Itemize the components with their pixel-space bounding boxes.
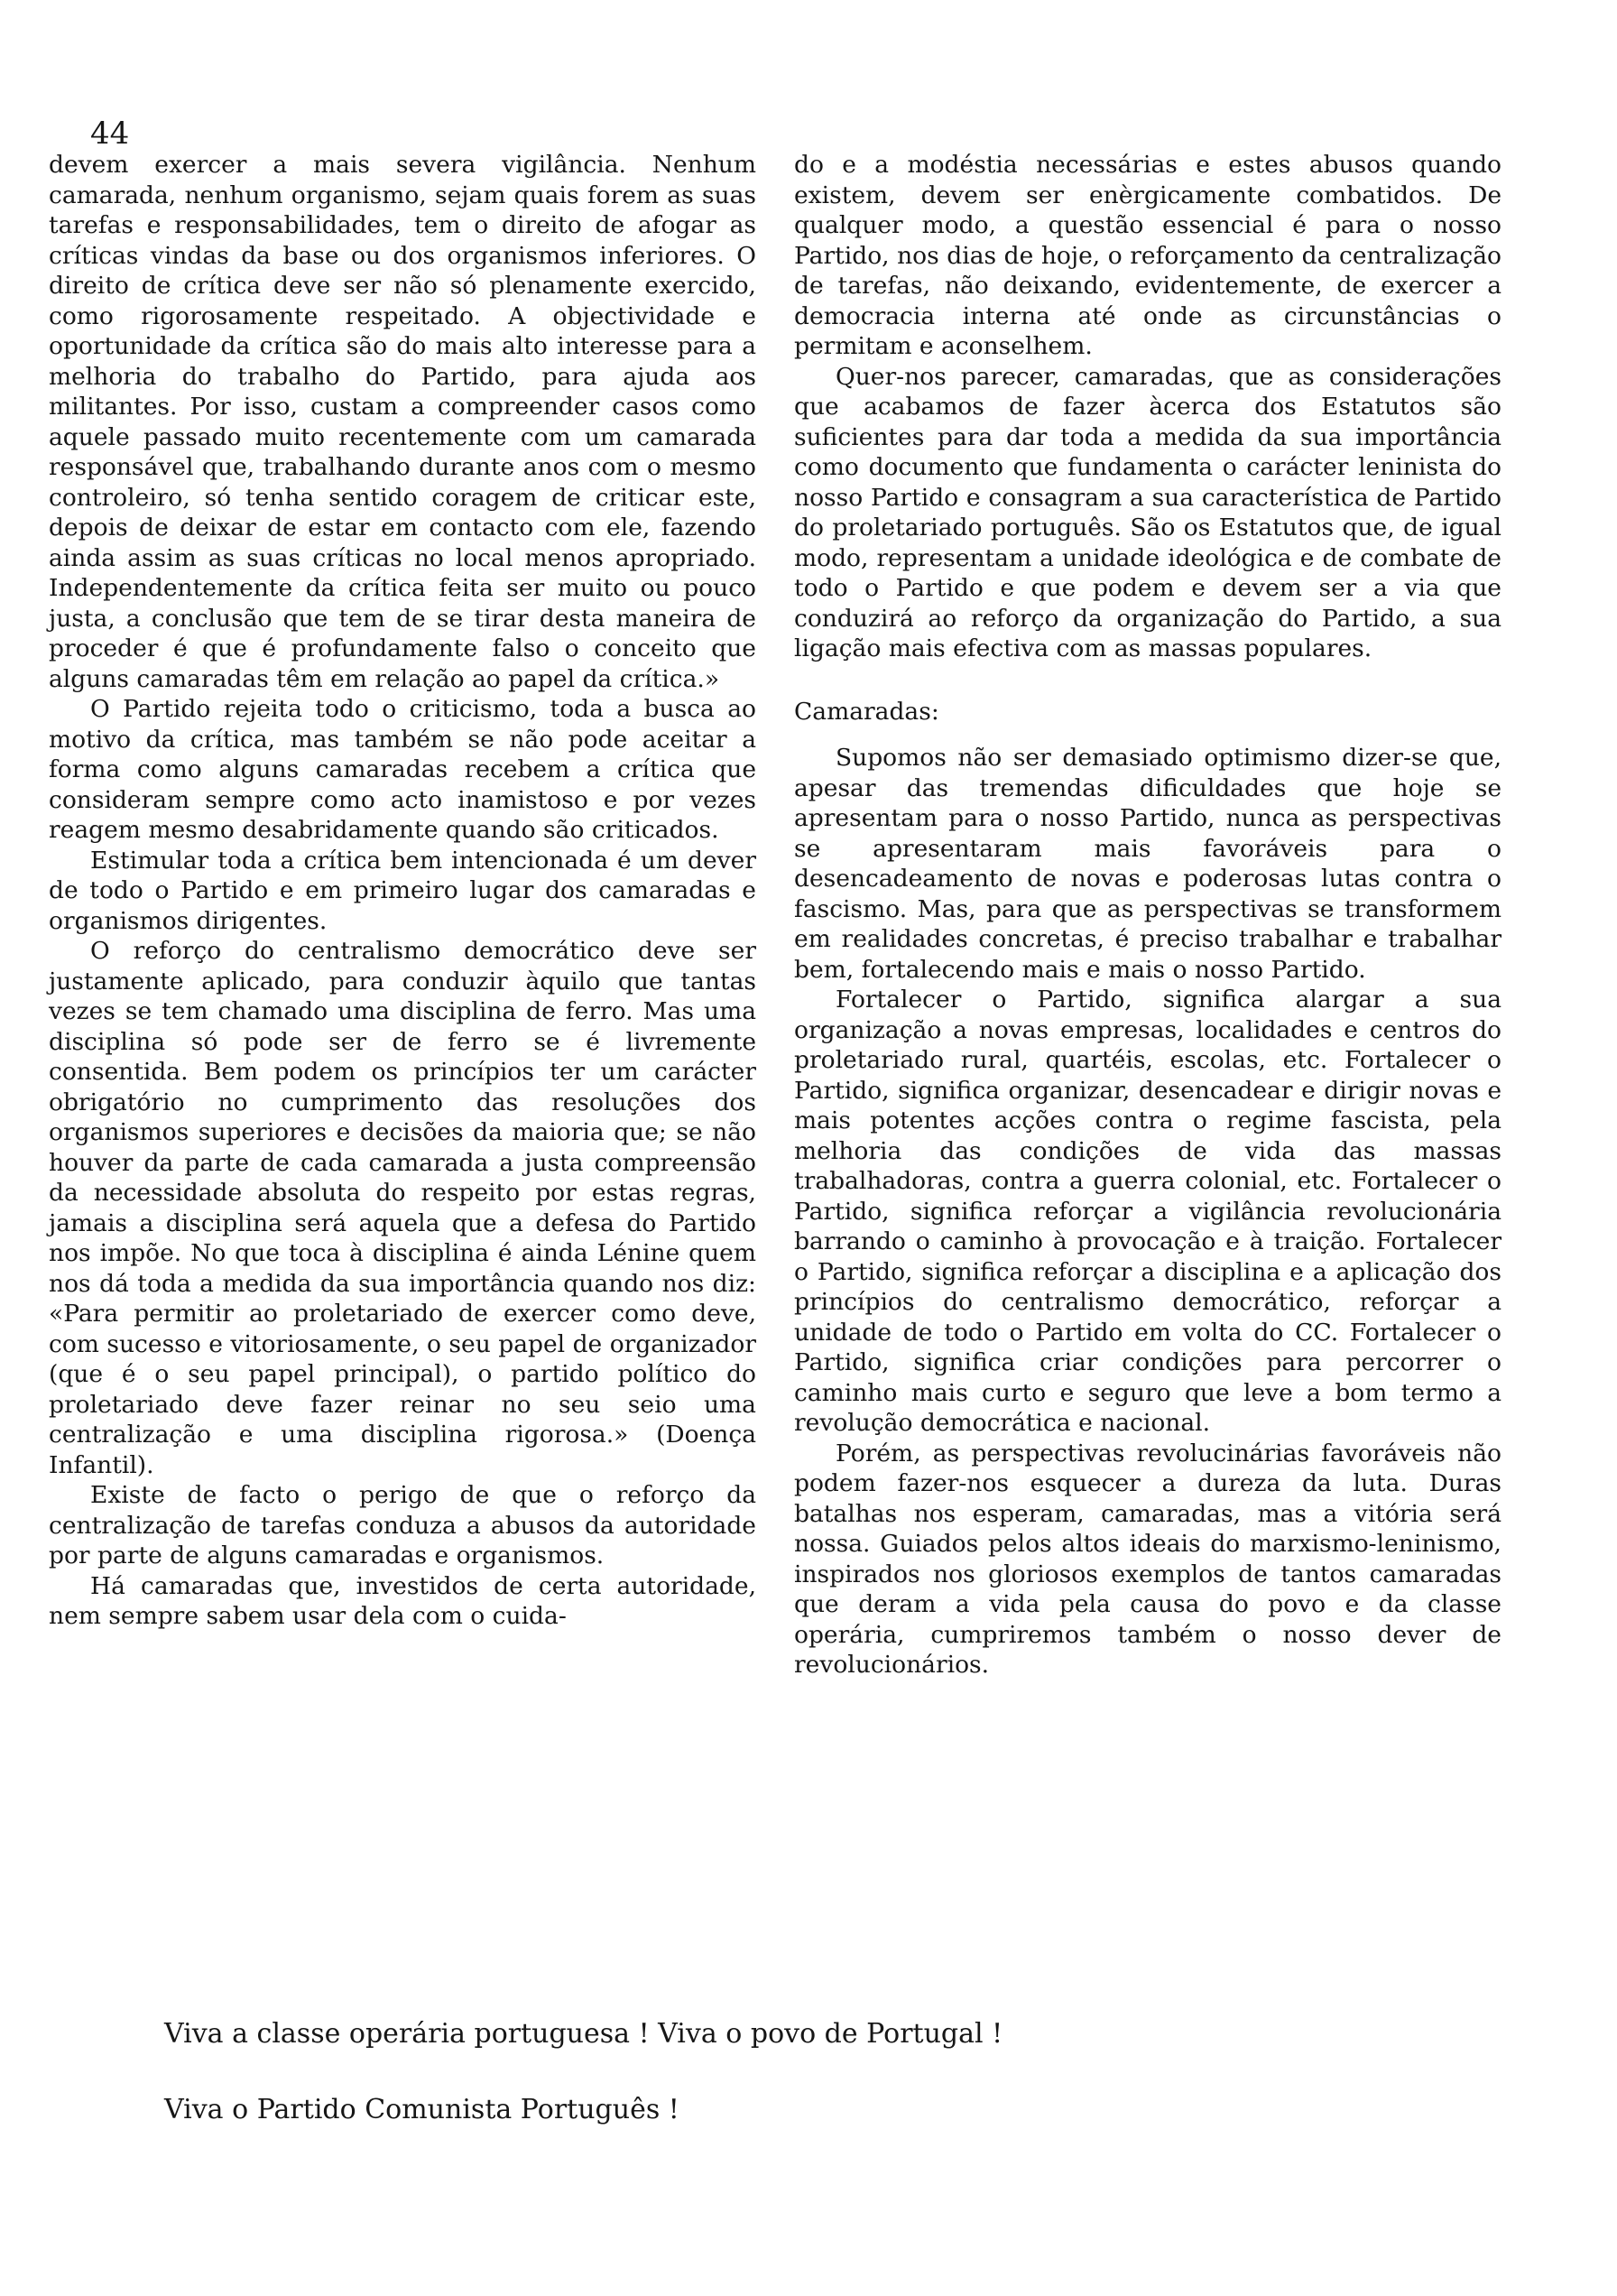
- salutation: Camaradas:: [794, 697, 939, 726]
- page-number: 44: [90, 116, 130, 152]
- left-paragraph-4: O reforço do centralismo democrático deve ser justamente aplicado, para conduzir àquilo que tantas vezes se tem chamado uma disciplina de ferro. Mas uma disciplina só pode ser de ferro se é livremente consentida. Bem podem os princípios ter um carácter obrigatório no cumprimento das resoluções dos organismos superiores e decisões da maioria que; se não houver da parte de cada camarada a justa compreensão da necessidade absoluta do respeito por estas regras, jamais a disciplina será aquela que a defesa do Partido nos impõe. No que toca à disciplina é ainda Lénine quem nos dá toda a medida da sua importância quando nos diz: «Para permitir ao proletariado de exercer como deve, com sucesso e vitoriosamente, o seu papel de organizador (que é o seu papel principal), o partido político do proletariado deve fazer reinar no seu seio uma centralização e uma disciplina rigorosa.» (Doença Infantil).: [49, 937, 756, 1479]
- left-paragraph-5: Existe de facto o perigo de que o reforço da centralização de tarefas conduza a abusos da autoridade por parte de alguns camaradas e organismos.: [49, 1481, 756, 1569]
- right-paragraph-3: Supomos não ser demasiado optimismo dizer-se que, apesar das tremendas dificuldades que hoje se apresentam para o nosso Partido, nunca as perspectivas se apresentaram mais favoráveis para o desencadeamento de novas e poderosas lutas contra o fascismo. Mas, para que as perspectivas se transformem em realidades concretas, é preciso trabalhar e trabalhar bem, fortalecendo mais e mais o nosso Partido.: [794, 744, 1502, 984]
- left-column: [49, 150, 756, 1632]
- left-paragraph-1: devem exercer a mais severa vigilância. Nenhum camarada, nenhum organismo, sejam quais forem as suas tarefas e responsabilidades, tem o direito de afogar as críticas vindas da base ou dos organismos inferiores. O direito de crítica deve ser não só plenamente exercido, como rigorosamente respeitado. A objectividade e oportunidade da crítica são do mais alto interesse para a melhoria do trabalho do Partido, para ajuda aos militantes. Por isso, custam a compreender casos como aquele passado muito recentemente com um camarada responsável que, trabalhando durante anos com o mesmo controleiro, só tenha sentido coragem de criticar este, depois de deixar de estar em contacto com ele, fazendo ainda assim as suas críticas no local menos apropriado. Independentemente da crítica feita ser muito ou pouco justa, a conclusão que tem de se tirar desta maneira de proceder é que é profundamente falso o conceito que alguns camaradas têm em relação ao papel da crítica.»: [49, 151, 756, 693]
- left-paragraph-6: Há camaradas que, investidos de certa autoridade, nem sempre sabem usar dela com o cuida-: [49, 1571, 756, 1630]
- right-paragraph-4: Fortalecer o Partido, significa alargar a sua organização a novas empresas, localidades e centros do proletariado rural, quartéis, escolas, etc. Fortalecer o Partido, significa organizar, desencadear e dirigir novas e mais potentes acções contra o regime fascista, pela melhoria das condições de vida das massas trabalhadoras, contra a guerra colonial, etc. Fortalecer o Partido, significa reforçar a vigilância revolucionária barrando o caminho à provocação e à traição. Fortalecer o Partido, significa reforçar a disciplina e a aplicação dos princípios do centralismo democrático, reforçar a unidade de todo o Partido em volta do CC. Fortalecer o Partido, significa criar condições para percorrer o caminho mais curto e seguro que leve a bom termo a revolução democrática e nacional.: [794, 986, 1502, 1437]
- closing-slogan-2: Viva o Partido Comunista Português !: [164, 2094, 679, 2125]
- right-column: [794, 150, 1502, 1680]
- left-paragraph-3: Estimular toda a crítica bem intencionada é um dever de todo o Partido e em primeiro lugar dos camaradas e organismos dirigentes.: [49, 846, 756, 935]
- closing-slogan-1: Viva a classe operária portuguesa ! Viva o povo de Portugal !: [164, 2018, 1003, 2050]
- right-paragraph-2: Quer-nos parecer, camaradas, que as considerações que acabamos de fazer àcerca dos Estatutos são suficientes para dar toda a medida da sua importância como documento que fundamenta o carácter leninista do nosso Partido e consagram a sua característica de Partido do proletariado português. São os Estatutos que, de igual modo, representam a unidade ideológica e de combate de todo o Partido e que podem e devem ser a via que conduzirá ao reforço da organização do Partido, a sua ligação mais efectiva com as massas populares.: [794, 362, 1502, 662]
- left-paragraph-2: O Partido rejeita todo o criticismo, toda a busca ao motivo da crítica, mas também se não pode aceitar a forma como alguns camaradas recebem a crítica que consideram sempre como acto inamistoso e por vezes reagem mesmo desabridamente quando são criticados.: [49, 695, 756, 844]
- right-paragraph-5: Porém, as perspectivas revolucinárias favoráveis não podem fazer-nos esquecer a dureza da luta. Duras batalhas nos esperam, camaradas, mas a vitória será nossa. Guiados pelos altos ideais do marxismo-leninismo, inspirados nos gloriosos exemplos de tantos camaradas que deram a vida pela causa do povo e da classe operária, cumpriremos também o nosso dever de revolucionários.: [794, 1439, 1502, 1679]
- right-paragraph-1: do e a modéstia necessárias e estes abusos quando existem, devem ser enèrgicamente combatidos. De qualquer modo, a questão essencial é para o nosso Partido, nos dias de hoje, o reforçamento da centralização de tarefas, não deixando, evidentemente, de exercer a democracia interna até onde as circunstâncias o permitam e aconselhem.: [794, 151, 1502, 360]
